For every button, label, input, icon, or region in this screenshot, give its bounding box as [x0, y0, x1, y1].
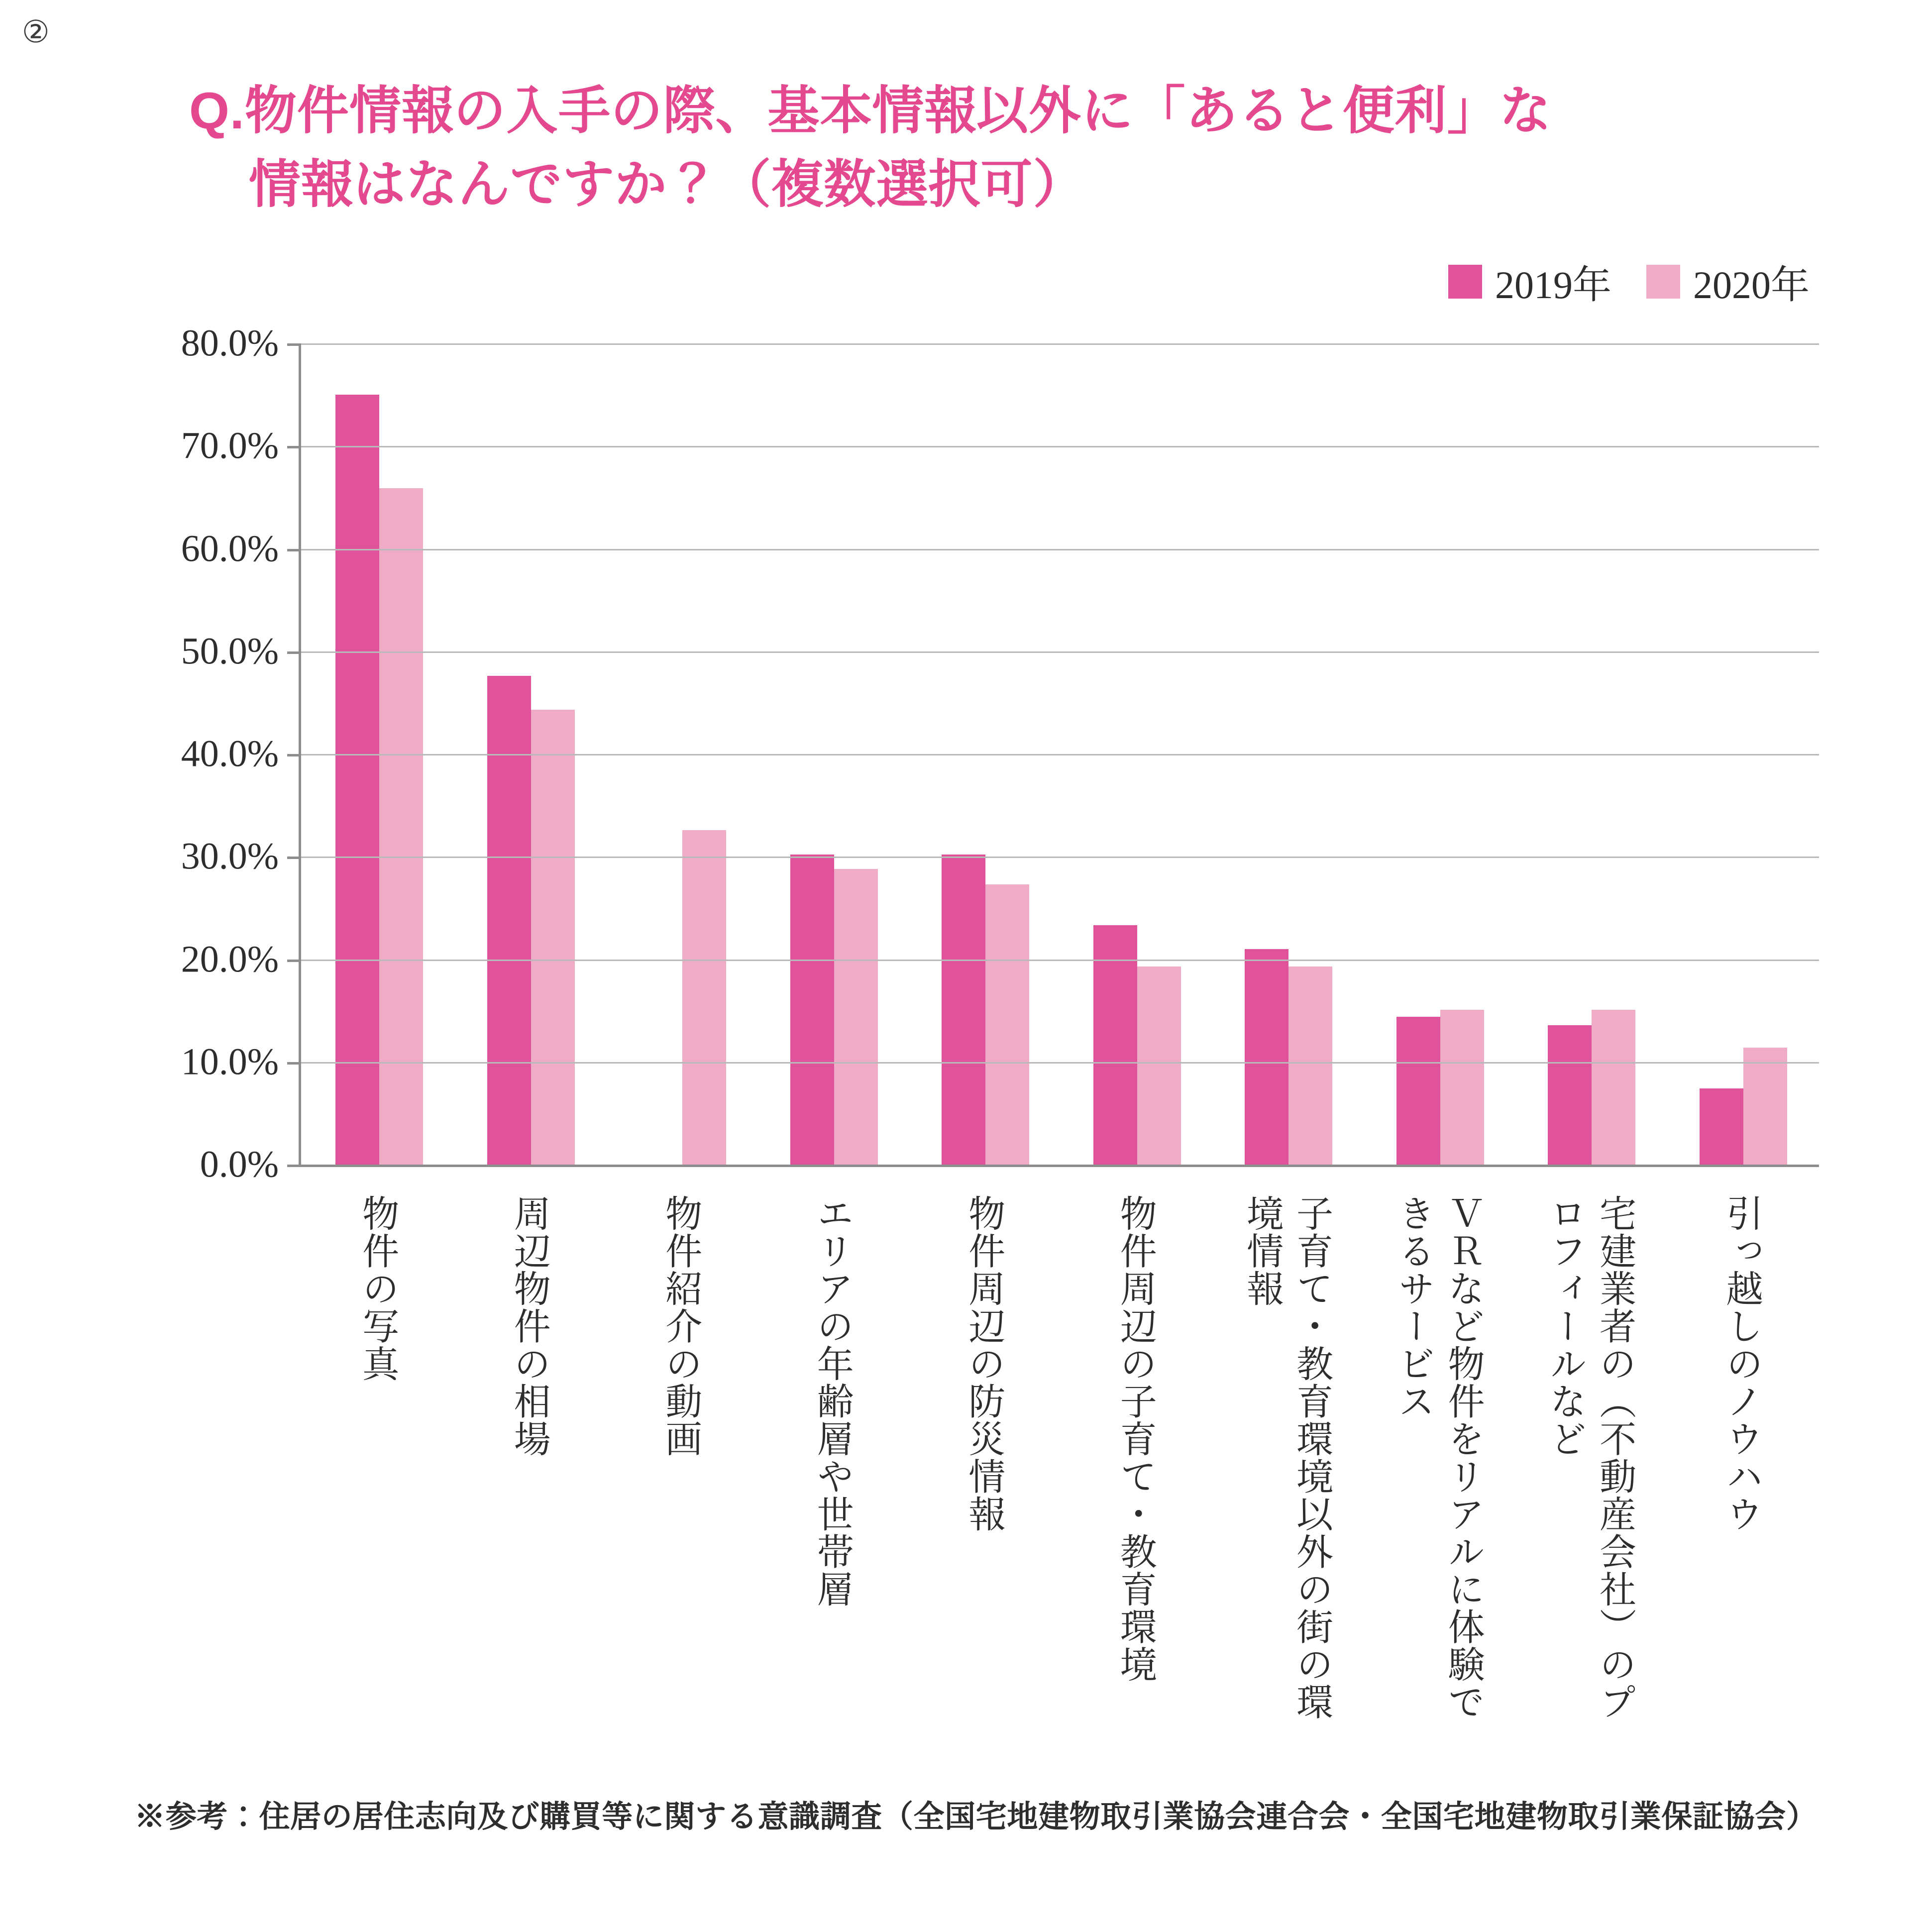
bar-2019年 [487, 676, 531, 1165]
bar-2019年 [1245, 949, 1288, 1165]
bar-2020年 [1288, 966, 1332, 1165]
page-marker: ② [22, 15, 50, 49]
bar-2020年 [531, 710, 575, 1165]
x-axis-category-labels [301, 1194, 1817, 1757]
category-label-cell [1362, 1194, 1514, 1757]
bar-2019年 [942, 855, 985, 1165]
category-label: 物件周辺の防災情報 [963, 1194, 1004, 1533]
y-axis-tick-label: 70.0% [181, 425, 279, 467]
category-label: 宅建業者の（不動産会社）のプロフィールなど [1544, 1194, 1635, 1720]
bar-2019年 [790, 855, 834, 1165]
gridline [301, 651, 1819, 653]
gridline [301, 960, 1819, 961]
chart-legend [1448, 254, 1810, 310]
bar-2020年 [1592, 1010, 1635, 1165]
y-axis-tick-label: 0.0% [200, 1143, 279, 1185]
legend-swatch-2019 [1448, 265, 1482, 299]
legend-label-2019: 2019年 [1495, 263, 1611, 307]
y-axis-tick-label: 10.0% [181, 1041, 279, 1083]
category-label-cell [301, 1194, 453, 1757]
y-axis-tick [287, 549, 301, 551]
bar-2019年 [1548, 1025, 1592, 1165]
y-axis-tick-label: 40.0% [181, 733, 279, 775]
y-axis-tick-label: 30.0% [181, 835, 279, 877]
title-line-2: 情報はなんですか？（複数選択可） [249, 155, 1085, 214]
category-label: 引っ越しのノウハウ [1720, 1194, 1762, 1533]
category-label-cell [1059, 1194, 1211, 1757]
category-label: エリアの年齢層や世帯層 [811, 1194, 853, 1608]
page-title [189, 75, 1732, 221]
bar-2020年 [682, 830, 726, 1165]
gridline [301, 446, 1819, 447]
gridline [301, 754, 1819, 755]
bar-2020年 [985, 884, 1029, 1165]
legend-item-2020 [1646, 254, 1810, 310]
category-label-cell [1665, 1194, 1817, 1757]
category-label-cell [604, 1194, 756, 1757]
legend-item-2019 [1448, 254, 1611, 310]
y-axis-tick-label: 50.0% [181, 630, 279, 672]
bar-2019年 [335, 395, 379, 1165]
category-label-cell [1513, 1194, 1665, 1757]
bar-2019年 [1093, 925, 1137, 1165]
y-axis-tick [287, 857, 301, 859]
category-label-cell [756, 1194, 908, 1757]
y-axis-tick [287, 960, 301, 962]
source-footnote: ※参考：住居の居住志向及び購買等に関する意識調査（全国宅地建物取引業協会連合会・全国宅地建物取引業保証協会） [134, 1800, 1818, 1834]
y-axis-tick [287, 651, 301, 654]
category-label-cell [1210, 1194, 1362, 1757]
gridline [301, 1165, 1819, 1167]
y-axis-tick-label: 60.0% [181, 528, 279, 569]
y-axis-tick [287, 754, 301, 756]
legend-label-2020: 2020年 [1693, 263, 1810, 307]
bar-2020年 [1137, 966, 1181, 1165]
category-label: 物件紹介の動画 [660, 1194, 701, 1458]
bar-2019年 [1700, 1088, 1743, 1165]
y-axis-tick-label: 20.0% [181, 938, 279, 980]
bar-2020年 [834, 869, 878, 1165]
y-axis-tick [287, 343, 301, 346]
y-axis-labels [114, 322, 279, 1185]
bar-2020年 [1440, 1010, 1484, 1165]
category-label: 子育て・教育環境以外の街の環境情報 [1241, 1194, 1332, 1720]
y-axis-tick-label: 80.0% [181, 322, 279, 364]
bar-2020年 [1743, 1048, 1787, 1165]
gridline [301, 549, 1819, 550]
title-line-1: Q.物件情報の入手の際、基本情報以外に「あると便利」な [189, 82, 1552, 140]
gridline [301, 343, 1819, 345]
category-label: ＶＲなど物件をリアルに体験できるサービス [1393, 1194, 1484, 1720]
gridline [301, 1062, 1819, 1064]
category-label: 物件の写真 [357, 1194, 398, 1383]
category-label-cell [453, 1194, 605, 1757]
legend-swatch-2020 [1646, 265, 1680, 299]
category-label-cell [907, 1194, 1059, 1757]
category-label: 周辺物件の相場 [508, 1194, 549, 1458]
y-axis-tick [287, 1165, 301, 1167]
y-axis-tick [287, 446, 301, 448]
gridline [301, 857, 1819, 858]
category-label: 物件周辺の子育て・教育環境 [1114, 1194, 1156, 1683]
chart-grid [299, 343, 1819, 1165]
chart-plot-area [0, 322, 1929, 1189]
y-axis-tick [287, 1062, 301, 1065]
bar-2019年 [1396, 1017, 1440, 1165]
